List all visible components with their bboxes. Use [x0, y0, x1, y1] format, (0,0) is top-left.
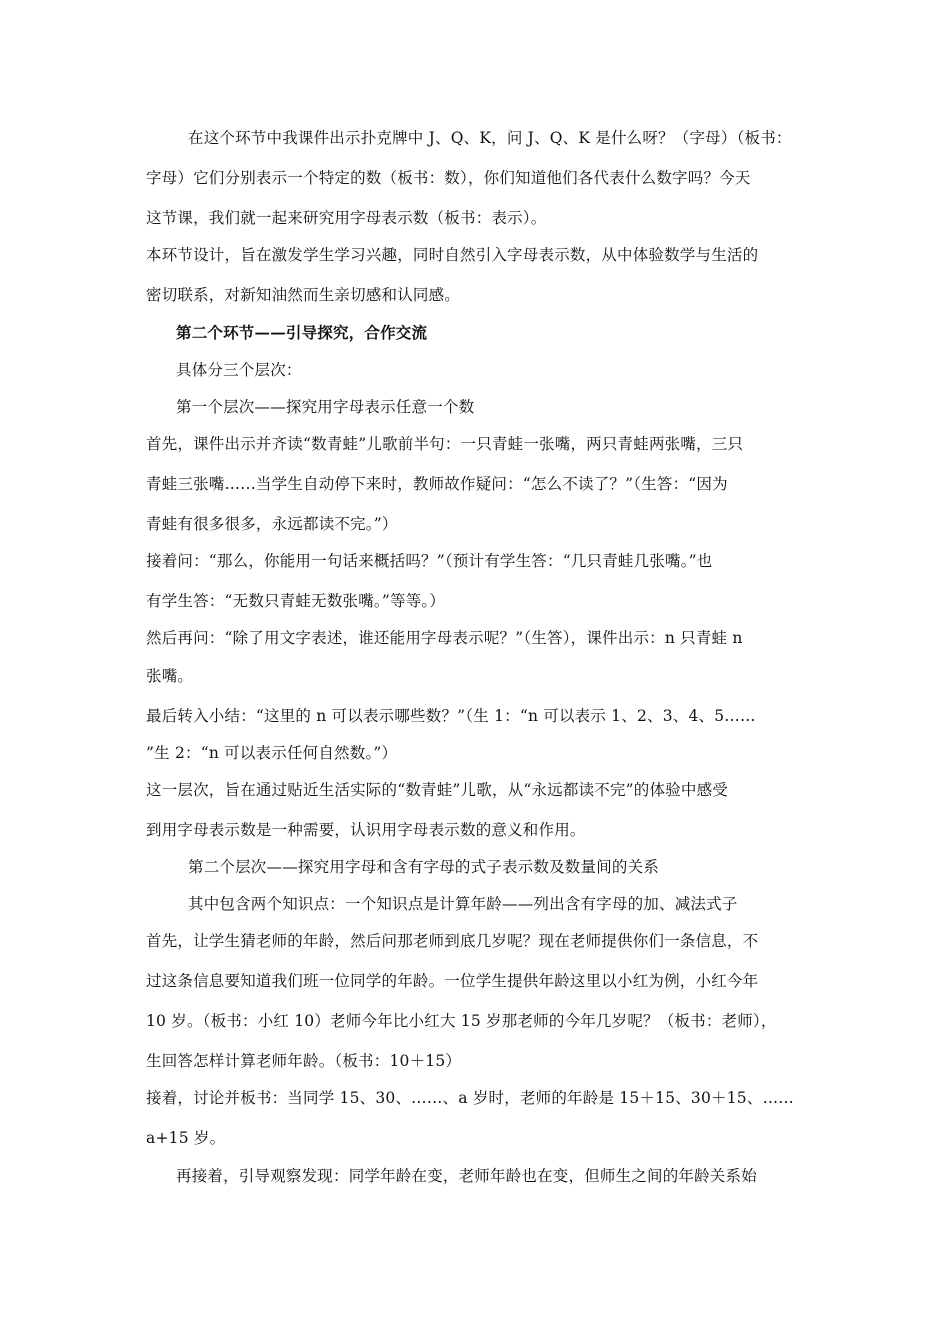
text-line: 最后转入小结：“这里的 n 可以表示哪些数？”（生 1：“n 可以表示 1、2、3、4、5…… — [146, 707, 756, 725]
text-line: 在这个环节中我课件出示扑克牌中 J、Q、K，问 J、Q、K 是什么呀？（字母）（板书： — [188, 129, 792, 147]
text-line: 首先，让学生猜老师的年龄，然后问那老师到底几岁呢？现在老师提供你们一条信息，不 — [146, 932, 759, 950]
text-line: 青蛙有很多很多，永远都读不完。”） — [146, 515, 398, 533]
subsection-heading: 第二个层次——探究用字母和含有字母的式子表示数及数量间的关系 — [188, 858, 660, 876]
text-line: 接着，讨论并板书：当同学 15、30、……、a 岁时，老师的年龄是 15＋15、30＋15、…… — [146, 1089, 794, 1107]
text-line: ”生 2：“n 可以表示任何自然数。”） — [146, 744, 398, 762]
text-line: 字母）它们分别表示一个特定的数（板书：数），你们知道他们各代表什么数字吗？今天 — [146, 169, 751, 187]
text-line: 10 岁。（板书：小红 10）老师今年比小红大 15 岁那老师的今年几岁呢？（板书：老师）， — [146, 1012, 777, 1030]
text-line: 密切联系，对新知油然而生亲切感和认同感。 — [146, 286, 461, 304]
text-line: 这节课，我们就一起来研究用字母表示数（板书：表示）。 — [146, 209, 547, 227]
section-heading: 第二个环节——引导探究，合作交流 — [176, 323, 428, 342]
text-line: 然后再问：“除了用文字表述，谁还能用字母表示呢？”（生答），课件出示：n 只青蛙 n — [146, 629, 743, 647]
text-line: 其中包含两个知识点：一个知识点是计算年龄——列出含有字母的加、减法式子 — [188, 895, 738, 913]
text-line: 张嘴。 — [146, 667, 194, 685]
text-line: a+15 岁。 — [146, 1129, 226, 1147]
text-line: 具体分三个层次： — [176, 361, 302, 379]
text-line: 这一层次，旨在通过贴近生活实际的“数青蛙”儿歌，从“永远都读不完”的体验中感受 — [146, 781, 728, 799]
text-line: 首先，课件出示并齐读“数青蛙”儿歌前半句：一只青蛙一张嘴，两只青蛙两张嘴，三只 — [146, 435, 744, 453]
text-line: 有学生答：“无数只青蛙无数张嘴。”等等。） — [146, 592, 446, 610]
text-line: 本环节设计，旨在激发学生学习兴趣，同时自然引入字母表示数，从中体验数学与生活的 — [146, 246, 759, 264]
text-line: 到用字母表示数是一种需要，认识用字母表示数的意义和作用。 — [146, 821, 586, 839]
text-line: 过这条信息要知道我们班一位同学的年龄。一位学生提供年龄这里以小红为例，小红今年 — [146, 972, 759, 990]
subsection-heading: 第一个层次——探究用字母表示任意一个数 — [176, 398, 475, 416]
text-line: 生回答怎样计算老师年龄。（板书：10＋15） — [146, 1052, 462, 1070]
text-line: 接着问：“那么，你能用一句话来概括吗？”（预计有学生答：“几只青蛙几张嘴。”也 — [146, 552, 713, 570]
text-line: 再接着，引导观察发现：同学年龄在变，老师年龄也在变，但师生之间的年龄关系始 — [176, 1167, 757, 1185]
text-line: 青蛙三张嘴……当学生自动停下来时，教师故作疑问：“怎么不读了？”（生答：“因为 — [146, 475, 728, 493]
